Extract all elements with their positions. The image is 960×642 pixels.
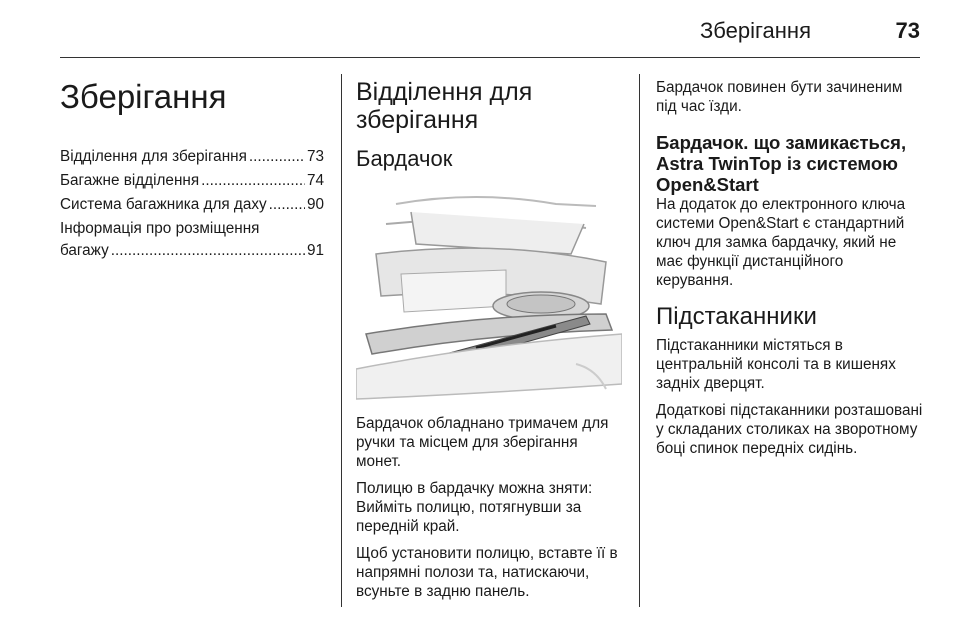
- running-header-title: Зберігання: [700, 18, 811, 43]
- body-paragraph: Бардачок повинен бути зачиненим під час їзди.: [656, 79, 903, 115]
- header-divider: [60, 57, 920, 58]
- toc-entry-page: 90: [306, 196, 324, 213]
- toc-entry[interactable]: [60, 170, 324, 192]
- glovebox-cupholders-column: [656, 78, 924, 466]
- toc-leader-dots: [201, 170, 305, 192]
- column-divider-right: [639, 74, 640, 607]
- glovebox-illustration: [356, 184, 622, 402]
- glovebox-heading: Бардачок: [356, 146, 453, 171]
- toc-entry-label: Інформація про розміщення: [60, 220, 260, 237]
- toc-entry-label: Відділення для зберігання: [60, 148, 247, 165]
- body-paragraph: Полицю в бардачку можна зняти: Вийміть полицю, потягнувши за передній край.: [356, 480, 593, 535]
- toc-leader-dots: [249, 146, 305, 168]
- toc-entry-page: 73: [306, 148, 324, 165]
- section-title: Відділення для зберігання: [356, 78, 533, 134]
- toc-entry[interactable]: [60, 146, 324, 168]
- toc-entry-label: Система багажника для даху: [60, 196, 267, 213]
- cupholders-heading: Підстаканники: [656, 303, 817, 330]
- toc-leader-dots: [269, 194, 305, 216]
- toc-entry[interactable]: [60, 194, 324, 216]
- chapter-toc-column: [60, 78, 324, 264]
- toc-entry[interactable]: [60, 218, 324, 262]
- body-paragraph: Підстаканники містяться в центральній консолі та в кишенях задніх дверцят.: [656, 337, 896, 392]
- body-paragraph: На додаток до електронного ключа системи Open&Start є стандартний ключ для замка бардачку, який не має функції дистанційного керування.: [656, 196, 906, 289]
- page-number: 73: [895, 18, 920, 43]
- toc-entry-page: 74: [306, 172, 324, 189]
- column-divider-left: [341, 74, 342, 607]
- body-paragraph: Додаткові підстаканники розташовані у складаних столиках на зворотному боці спинок передніх сидінь.: [656, 402, 923, 457]
- body-paragraph: Бардачок обладнано тримачем для ручки та місцем для зберігання монет.: [356, 415, 609, 470]
- chapter-title: Зберігання: [60, 78, 227, 115]
- toc-leader-dots: [111, 240, 305, 262]
- toc-entry-page: 91: [306, 242, 324, 259]
- toc-entry-label: Багажне відділення: [60, 172, 200, 189]
- toc-entry-label-cont: багажу: [60, 242, 109, 259]
- locking-glovebox-heading: Бардачок. що замикається, Astra TwinTop із системою Open&Start: [656, 132, 907, 195]
- storage-compartments-column: [356, 78, 622, 609]
- body-paragraph: Щоб установити полицю, вставте її в напрямні полози та, натискаючи, всуньте в задню панель.: [356, 545, 618, 600]
